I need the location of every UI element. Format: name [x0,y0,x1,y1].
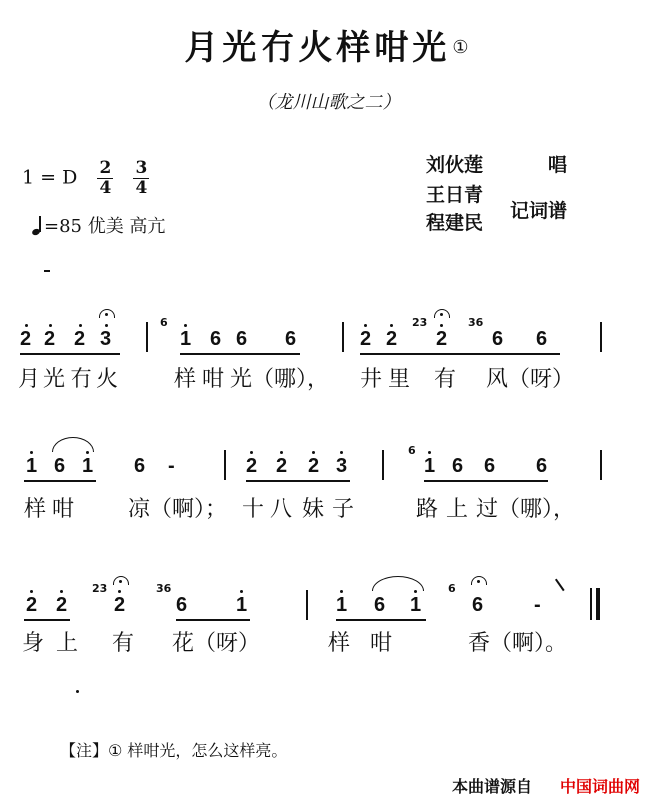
barline [342,322,344,352]
lyric: 井 [360,367,383,392]
credit-singer: 刘伙莲 [426,154,484,176]
lyric: 样 [328,631,351,656]
slur-icon [372,576,424,591]
lyric: 火 [96,367,119,392]
lyric: 十 [242,497,265,522]
credit-recorder-role: 记词谱 [510,200,568,222]
barline [600,322,602,352]
note: 2 [436,328,448,350]
final-barline-thick [596,588,600,620]
fermata-icon [434,309,450,318]
lyric: 咁 [202,367,225,392]
fermata-icon [99,309,115,318]
note: 2 [20,328,32,350]
note: 1 [424,455,436,477]
time-signature-2 [133,160,149,197]
grace-note: 6 [408,444,416,457]
note: 2 [26,594,38,616]
note: 2 [386,328,398,350]
grace-note: 36 [468,316,484,329]
grace-note: 6 [448,582,456,595]
barline [224,450,226,480]
lyric: 光（哪）， [230,367,330,392]
grace-note: 6 [160,316,168,329]
note: 6 [176,594,188,616]
note: 6 [210,328,222,350]
title-note-marker: ① [452,37,473,58]
lyric: 凉（啊）； [128,497,228,522]
note: 6 [134,455,146,477]
barline [382,450,384,480]
time-sig-2-top: 3 [135,158,148,178]
lyric: 香（啊）。 [468,631,568,656]
lyric: 路 [416,497,439,522]
note: 2 [114,594,126,616]
lyric: 光 [43,367,66,392]
note: 6 [452,455,464,477]
quarter-note-icon [32,215,44,235]
tempo-marking [32,212,165,238]
note: 3 [100,328,112,350]
credit-singer-role: 唱 [548,154,568,176]
note: 6 [54,455,66,477]
note: - [168,455,175,477]
lyric: 咁 [370,631,393,656]
grace-note: 36 [156,582,172,595]
time-sig-2-bottom: 4 [135,178,148,198]
key-text: 1 = D [22,166,78,189]
song-title-text: 月光冇火样咁光 [184,28,451,68]
lyric: 八 [270,497,293,522]
note: 1 [180,328,192,350]
barline [600,450,602,480]
breath-mark [555,579,564,591]
lyric: 月 [18,367,41,392]
note: 2 [276,455,288,477]
footer-site-link[interactable]: 中国词曲网 [560,777,641,796]
note: 2 [44,328,56,350]
lyric: 样 [24,497,47,522]
note: 1 [236,594,248,616]
grace-note: 23 [412,316,428,329]
lyric: 上 [56,631,79,656]
song-title [0,20,657,69]
lyric: 身 [22,631,45,656]
lyric: 里 [388,367,411,392]
lyric: 上 [446,497,469,522]
lyric: 样 [174,367,197,392]
time-sig-1-top: 2 [99,158,112,178]
barline [306,590,308,620]
note: 2 [360,328,372,350]
note: 1 [26,455,38,477]
note: 6 [536,328,548,350]
lyric: 有 [112,631,135,656]
lyric: 过（哪）， [476,497,576,522]
note: 3 [336,455,348,477]
lyric: 风（呀） [486,367,575,392]
note: 6 [484,455,496,477]
note: 6 [285,328,297,350]
song-subtitle: （龙川山歌之二） [256,92,401,113]
note: 6 [492,328,504,350]
note: 6 [374,594,386,616]
credit-recorder-1: 王日青 [426,184,484,206]
note: - [534,594,541,616]
note: 1 [82,455,94,477]
lyric: 子 [332,497,355,522]
stray-mark [44,270,50,272]
lyric: 有 [434,367,457,392]
note: 6 [472,594,484,616]
footnote: 【注】① 样咁光，怎么这样亮。 [60,741,288,760]
time-sig-1-bottom: 4 [99,178,112,198]
final-barline-thin [590,588,592,620]
stray-mark [76,690,79,693]
fermata-icon [471,576,487,585]
slur-icon [52,437,94,452]
barline [146,322,148,352]
time-signature-1 [97,160,113,197]
fermata-icon [113,576,129,585]
note: 6 [536,455,548,477]
tempo-text: =85 优美 高亢 [44,216,166,237]
lyric: 花（呀） [172,631,261,656]
note: 6 [236,328,248,350]
footer-source: 本曲谱源自 [452,777,533,796]
note: 2 [308,455,320,477]
lyric: 冇 [70,367,93,392]
lyric: 妹 [302,497,325,522]
note: 1 [336,594,348,616]
note: 1 [410,594,422,616]
note: 2 [56,594,68,616]
key-signature [22,160,149,197]
lyric: 咁 [52,497,75,522]
grace-note: 23 [92,582,108,595]
note: 2 [74,328,86,350]
note: 2 [246,455,258,477]
credit-recorder-2: 程建民 [426,212,484,234]
